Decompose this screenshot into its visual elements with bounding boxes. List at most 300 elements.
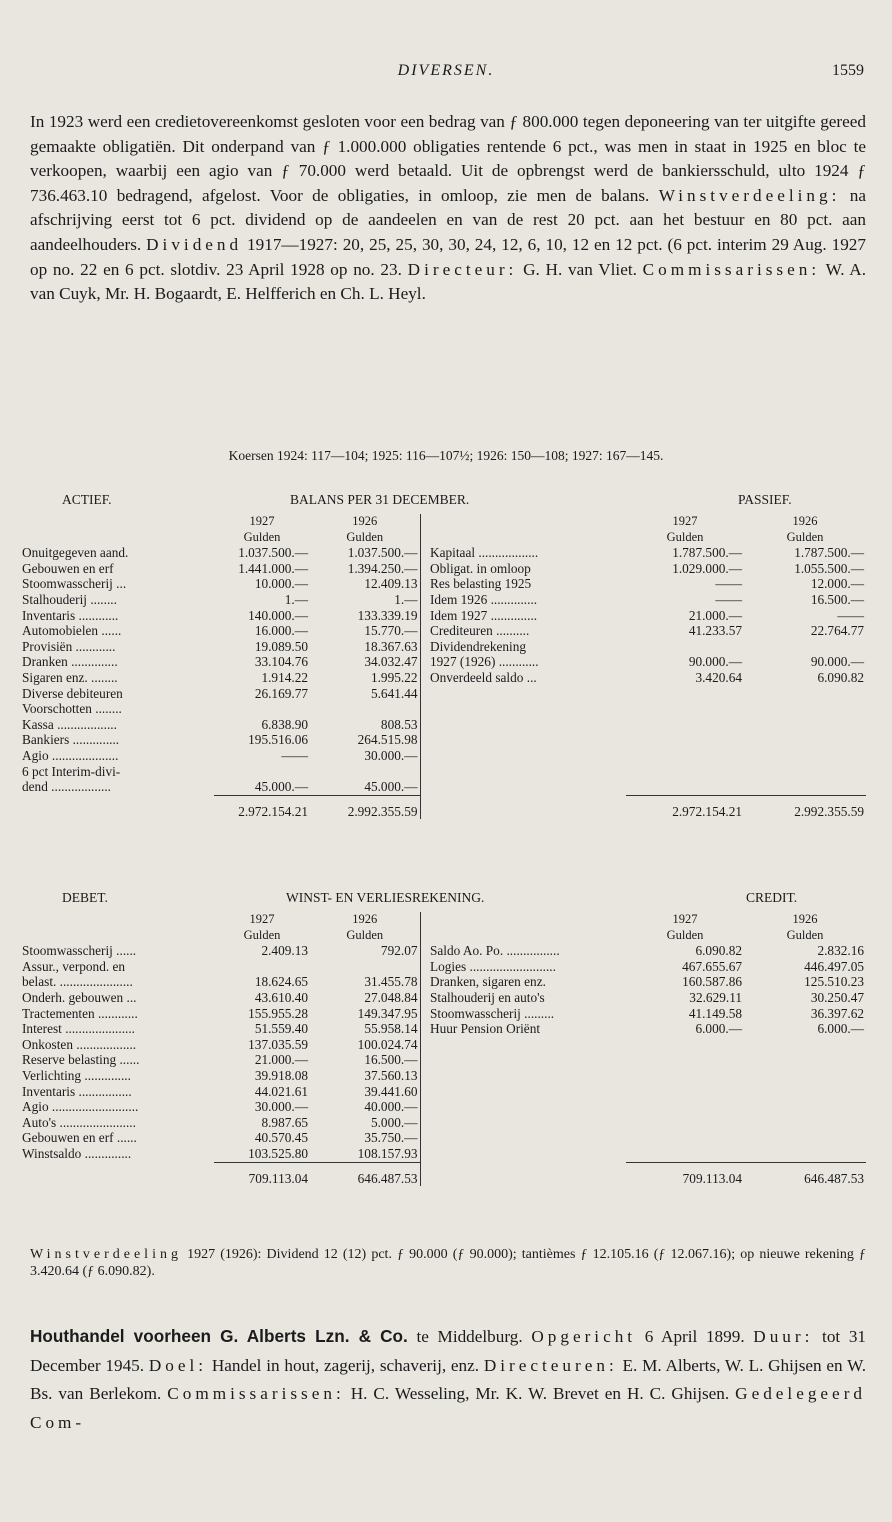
- winst-title: WINST- EN VERLIESREKENING.: [286, 890, 485, 905]
- empty-cell: [626, 732, 744, 748]
- row-label: Diverse debiteuren: [22, 685, 123, 701]
- company-commissarissen-text: H. C. Wesseling, Mr. K. W. Brevet en H. C. Ghijsen.: [350, 1384, 730, 1404]
- empty-cell: [744, 732, 866, 748]
- running-title: DIVERSEN.: [397, 62, 495, 79]
- empty-cell: [744, 1130, 866, 1146]
- empty-cell: [626, 1068, 744, 1084]
- column-divider: [420, 748, 428, 764]
- column-divider: [420, 576, 428, 592]
- empty-cell: [428, 686, 626, 702]
- row-label: Bankiers ..............: [22, 732, 120, 748]
- row-label: Voorschotten ........: [22, 701, 122, 717]
- value-cell: 264.515.98: [357, 732, 418, 748]
- value-cell: 51.559.40: [254, 1021, 308, 1037]
- total-cell: 2.972.154.21: [626, 795, 744, 819]
- value-cell: 55.958.14: [364, 1021, 418, 1037]
- empty-cell: [626, 717, 744, 733]
- year-cell: 1926: [352, 514, 378, 528]
- value-cell: 125.510.23: [804, 974, 864, 990]
- empty-cell: [626, 1146, 744, 1162]
- empty-cell: [744, 1099, 866, 1115]
- spacer-cell: [20, 795, 214, 819]
- winst-heading: [0, 890, 892, 910]
- doel-text: Handel in hout, zagerij, schaverij, enz.: [211, 1355, 480, 1375]
- opgericht-label: Opgericht: [531, 1327, 637, 1346]
- empty-cell: [626, 779, 744, 795]
- gedelegeerd-label: Gedelegeerd Com-: [30, 1384, 867, 1432]
- spacer-cell: [428, 912, 626, 928]
- column-divider: [420, 639, 428, 655]
- value-cell: 1.—: [394, 591, 418, 607]
- value-cell: 6.090.82: [695, 943, 742, 959]
- row-label: Kassa ..................: [22, 716, 117, 732]
- empty-cell: [428, 779, 626, 795]
- total-cell: 646.487.53: [310, 1162, 420, 1186]
- value-cell: 1.995.22: [370, 669, 418, 685]
- empty-cell: [626, 748, 744, 764]
- empty-cell: [744, 779, 866, 795]
- unit-cell: Gulden: [243, 529, 281, 544]
- year-cell: 1927: [672, 514, 698, 528]
- empty-cell: [428, 701, 626, 717]
- empty-cell: [626, 1052, 744, 1068]
- table-row: [20, 990, 866, 1006]
- empty-cell: [744, 1037, 866, 1053]
- column-divider: [420, 779, 428, 795]
- empty-cell: [744, 1068, 866, 1084]
- table-row: [20, 592, 866, 608]
- spacer-cell: [428, 795, 626, 819]
- column-divider: [420, 654, 428, 670]
- table-row: [20, 1068, 866, 1084]
- value-cell: 15.770.—: [364, 623, 418, 639]
- year-cell: 1927: [249, 514, 275, 528]
- empty-cell: [626, 686, 744, 702]
- table-row: [20, 1115, 866, 1131]
- row-label: Obligat. in omloop: [430, 560, 531, 576]
- value-cell: 103.525.80: [248, 1145, 308, 1161]
- value-cell: 3.420.64: [695, 669, 742, 685]
- table-row: [20, 779, 866, 795]
- table-row: [20, 561, 866, 577]
- company-commissarissen-label: Commissarissen:: [167, 1384, 345, 1404]
- balans-heading: [0, 492, 892, 512]
- table-row: [20, 686, 866, 702]
- spacer-cell: [20, 1162, 214, 1186]
- directeur-text: G. H. van Vliet.: [523, 259, 637, 279]
- row-label: Reserve belasting ......: [22, 1052, 140, 1068]
- spacer-cell: [20, 530, 214, 546]
- spacer-cell: [20, 912, 214, 928]
- empty-cell: [744, 764, 866, 780]
- value-cell: 5.000.—: [370, 1114, 418, 1130]
- value-cell: 155.955.28: [248, 1005, 308, 1021]
- row-label: Agio ....................: [22, 747, 119, 763]
- duur-text: tot 31 December 1945.: [30, 1327, 867, 1375]
- table-row: [20, 959, 866, 975]
- column-divider: [420, 717, 428, 733]
- balans-title: BALANS PER 31 DECEMBER.: [290, 492, 470, 507]
- column-divider: [420, 1162, 428, 1186]
- column-divider: [420, 1130, 428, 1146]
- empty-cell: [744, 717, 866, 733]
- footnote-label: Winstverdeeling: [30, 1247, 182, 1262]
- empty-cell: [626, 1037, 744, 1053]
- table-row: [20, 623, 866, 639]
- empty-cell: [744, 701, 866, 717]
- row-label: Automobielen ......: [22, 623, 122, 639]
- row-label: Inventaris ................: [22, 1083, 132, 1099]
- value-cell: 12.000.—: [810, 576, 864, 592]
- value-cell: 90.000.—: [688, 654, 742, 670]
- value-cell: 160.587.86: [682, 974, 742, 990]
- column-divider: [420, 1006, 428, 1022]
- value-cell: 8.987.65: [261, 1114, 308, 1130]
- column-divider: [420, 732, 428, 748]
- row-label: Crediteuren ..........: [430, 623, 530, 639]
- empty-cell: [428, 1130, 626, 1146]
- row-label: dend ..................: [22, 779, 112, 795]
- empty-cell: [428, 717, 626, 733]
- directeuren-label: Directeuren:: [483, 1355, 618, 1375]
- value-cell: ——: [715, 591, 742, 607]
- table-row: [20, 748, 866, 764]
- value-cell: 39.918.08: [254, 1067, 308, 1083]
- value-cell: 30.250.47: [810, 989, 864, 1005]
- column-divider: [420, 686, 428, 702]
- empty-cell: [428, 1052, 626, 1068]
- value-cell: 1.914.22: [261, 669, 308, 685]
- value-cell: [744, 639, 866, 655]
- total-cell: 646.487.53: [744, 1162, 866, 1186]
- row-label: Onkosten ..................: [22, 1036, 137, 1052]
- value-cell: 18.624.65: [254, 974, 308, 990]
- value-cell: 140.000.—: [248, 607, 308, 623]
- duur-label: Duur:: [753, 1327, 814, 1346]
- actief-heading: ACTIEF.: [62, 492, 112, 507]
- value-cell: 133.339.19: [357, 607, 418, 623]
- row-label: Onderh. gebouwen ...: [22, 989, 137, 1005]
- total-cell: 2.992.355.59: [744, 795, 866, 819]
- row-label: Stalhouderij en auto's: [430, 989, 545, 1005]
- value-cell: 19.089.50: [254, 638, 308, 654]
- winst-table: [20, 912, 866, 1186]
- value-cell: 10.000.—: [254, 576, 308, 592]
- total-cell: 2.972.154.21: [214, 795, 310, 819]
- table-row: [20, 1006, 866, 1022]
- value-cell: 16.000.—: [254, 623, 308, 639]
- value-cell: [310, 764, 420, 780]
- page-number: 1559: [832, 62, 864, 79]
- balans-table: [20, 514, 866, 819]
- row-label: Stoomwasscherij ......: [22, 943, 137, 959]
- value-cell: 2.409.13: [261, 943, 308, 959]
- value-cell: 33.104.76: [254, 654, 308, 670]
- table-row: [20, 717, 866, 733]
- winstverdeeling-text: na afschrijving eerst tot 6 pct. dividend op de aandeelen en van de rest 20 pct. aan het bestuur en 80 pct. aan aandeelhouders.: [30, 185, 867, 254]
- value-cell: ——: [715, 576, 742, 592]
- value-cell: 45.000.—: [364, 779, 418, 795]
- empty-cell: [428, 1084, 626, 1100]
- value-cell: 149.347.95: [357, 1005, 418, 1021]
- empty-cell: [428, 748, 626, 764]
- empty-cell: [744, 1052, 866, 1068]
- value-cell: 2.832.16: [817, 943, 864, 959]
- row-label: Stalhouderij ........: [22, 591, 117, 607]
- value-cell: [626, 639, 744, 655]
- spacer-cell: [428, 1162, 626, 1186]
- value-cell: 100.024.74: [357, 1036, 418, 1052]
- company-entry: [30, 1322, 866, 1437]
- company-place: te Middelburg.: [416, 1327, 523, 1346]
- spacer-cell: [428, 530, 626, 546]
- column-divider: [420, 514, 428, 530]
- value-cell: 90.000.—: [810, 654, 864, 670]
- unit-cell: Gulden: [666, 529, 704, 544]
- row-label: belast. ......................: [22, 974, 133, 990]
- total-cell: 709.113.04: [214, 1162, 310, 1186]
- column-divider: [420, 701, 428, 717]
- table-row: [20, 974, 866, 990]
- empty-cell: [626, 1099, 744, 1115]
- value-cell: 1.441.000.—: [238, 560, 308, 576]
- table-row: [20, 1146, 866, 1162]
- unit-cell: Gulden: [243, 927, 281, 942]
- column-divider: [420, 990, 428, 1006]
- value-cell: [310, 701, 420, 717]
- value-cell: 37.560.13: [364, 1067, 418, 1083]
- empty-cell: [744, 1115, 866, 1131]
- spacer-cell: [428, 928, 626, 944]
- value-cell: 446.497.05: [804, 958, 864, 974]
- doel-label: Doel:: [148, 1355, 208, 1375]
- empty-cell: [428, 732, 626, 748]
- intro-text: In 1923 werd een credietovereenkomst gesloten voor een bedrag van ƒ 800.000 tegen deponeering van ter uitgifte gereed gemaakte obligatiën. Dit onderpand van ƒ 1.000.000 obligaties rentende 6 pct., was men in staat in 1925 en bloc te verkoopen, waarbij een agio van ƒ 70.000 werd betaald. Uit de opbrengst werd de bankiersschuld, ulto 1924 ƒ 736.463.10 bedragend, afgelost. Voor de obligaties, in omloop, zie men de balans.: [30, 112, 866, 205]
- value-cell: 1.787.500.—: [672, 545, 742, 561]
- row-label: Dranken ..............: [22, 654, 118, 670]
- value-cell: 792.07: [380, 943, 418, 959]
- empty-cell: [428, 1115, 626, 1131]
- row-label: Inventaris ............: [22, 607, 119, 623]
- row-label: 1927 (1926) ............: [430, 654, 539, 670]
- column-divider: [420, 943, 428, 959]
- table-row: [20, 576, 866, 592]
- value-cell: 1.037.500.—: [238, 545, 308, 561]
- winstverdeeling-footnote: [30, 1246, 866, 1280]
- year-cell: 1927: [672, 912, 698, 926]
- value-cell: 35.750.—: [364, 1130, 418, 1146]
- value-cell: 31.455.78: [364, 974, 418, 990]
- empty-cell: [428, 1068, 626, 1084]
- row-label: Kapitaal ..................: [430, 545, 539, 561]
- table-row: [20, 654, 866, 670]
- row-label: Agio ..........................: [22, 1099, 139, 1115]
- value-cell: 36.397.62: [810, 1005, 864, 1021]
- year-cell: 1926: [792, 912, 818, 926]
- value-cell: [214, 701, 310, 717]
- row-label: Logies ..........................: [430, 958, 556, 974]
- value-cell: 6.000.—: [817, 1021, 864, 1037]
- debet-heading: DEBET.: [62, 890, 108, 905]
- empty-cell: [626, 1084, 744, 1100]
- table-row: [20, 1099, 866, 1115]
- value-cell: 808.53: [380, 716, 418, 732]
- directeuren-text: E. M. Alberts, W. L. Ghijsen en W. Bs. van Berlekom.: [30, 1355, 867, 1404]
- value-cell: 40.570.45: [254, 1130, 308, 1146]
- winstverdeeling-label: Winstverdeeling:: [658, 185, 841, 205]
- value-cell: ——: [281, 747, 308, 763]
- value-cell: 1.394.250.—: [347, 560, 418, 576]
- value-cell: 108.157.93: [357, 1145, 418, 1161]
- row-label: Stoomwasscherij ...: [22, 576, 127, 592]
- value-cell: 30.000.—: [364, 747, 418, 763]
- value-cell: 22.764.77: [810, 623, 864, 639]
- directeur-label: Directeur:: [407, 259, 518, 279]
- column-divider: [420, 530, 428, 546]
- intro-paragraph: [30, 110, 866, 307]
- value-cell: 18.367.63: [364, 638, 418, 654]
- unit-header-row: [20, 530, 866, 546]
- empty-cell: [744, 1146, 866, 1162]
- column-divider: [420, 912, 428, 928]
- spacer-cell: [20, 514, 214, 530]
- totals-row: [20, 1162, 866, 1186]
- unit-cell: Gulden: [346, 927, 384, 942]
- spacer-cell: [428, 514, 626, 530]
- table-row: [20, 670, 866, 686]
- value-cell: 1.029.000.—: [672, 560, 742, 576]
- passief-heading: PASSIEF.: [738, 492, 792, 507]
- empty-cell: [428, 764, 626, 780]
- table-row: [20, 764, 866, 780]
- value-cell: 16.500.—: [364, 1052, 418, 1068]
- column-divider: [420, 1068, 428, 1084]
- column-divider: [420, 592, 428, 608]
- dividend-text: 1917—1927: 20, 25, 25, 30, 30, 24, 12, 6, 10, 12 en 12 pct. (6 pct. interim 29 Aug. 1927 op no. 22 en 6 pct. slotdiv. 23 April 1928 op no. 23.: [30, 234, 866, 279]
- row-label: 6 pct Interim-divi-: [22, 763, 121, 779]
- row-label: Onuitgegeven aand.: [22, 545, 129, 561]
- year-cell: 1927: [249, 912, 275, 926]
- spacer-cell: [20, 928, 214, 944]
- commissarissen-label: Commissarissen:: [642, 259, 821, 279]
- column-divider: [420, 1037, 428, 1053]
- value-cell: 39.441.60: [364, 1083, 418, 1099]
- row-label: Stoomwasscherij .........: [430, 1005, 555, 1021]
- unit-cell: Gulden: [666, 927, 704, 942]
- row-label: Auto's .......................: [22, 1114, 136, 1130]
- value-cell: 16.500.—: [810, 591, 864, 607]
- row-label: Tractementen ............: [22, 1005, 138, 1021]
- column-divider: [420, 928, 428, 944]
- row-label: Onverdeeld saldo ...: [430, 669, 537, 685]
- empty-cell: [428, 1037, 626, 1053]
- column-divider: [420, 974, 428, 990]
- value-cell: [310, 959, 420, 975]
- totals-row: [20, 795, 866, 819]
- row-label: Verlichting ..............: [22, 1067, 131, 1083]
- row-label: Provisiën ............: [22, 638, 116, 654]
- column-divider: [420, 1115, 428, 1131]
- year-header-row: [20, 514, 866, 530]
- empty-cell: [626, 1130, 744, 1146]
- column-divider: [420, 608, 428, 624]
- row-label: Res belasting 1925: [430, 576, 532, 592]
- row-label: Sigaren enz. ........: [22, 669, 118, 685]
- koersen-line: Koersen 1924: 117—104; 1925: 116—107½; 1926: 150—108; 1927: 167—145.: [228, 448, 664, 463]
- column-divider: [420, 959, 428, 975]
- empty-cell: [428, 1146, 626, 1162]
- unit-header-row: [20, 928, 866, 944]
- value-cell: 27.048.84: [364, 989, 418, 1005]
- empty-cell: [626, 701, 744, 717]
- value-cell: 467.655.67: [682, 958, 742, 974]
- row-label: Winstsaldo ..............: [22, 1145, 132, 1161]
- value-cell: 40.000.—: [364, 1099, 418, 1115]
- value-cell: 12.409.13: [364, 576, 418, 592]
- value-cell: 195.516.06: [248, 732, 308, 748]
- unit-cell: Gulden: [786, 529, 824, 544]
- commissarissen-text: W. A. van Cuyk, Mr. H. Bogaardt, E. Helfferich en Ch. L. Heyl.: [30, 259, 867, 304]
- column-divider: [420, 1146, 428, 1162]
- value-cell: 6.090.82: [817, 669, 864, 685]
- row-label: Idem 1926 ..............: [430, 591, 538, 607]
- row-label: Huur Pension Oriënt: [430, 1021, 541, 1037]
- value-cell: 44.021.61: [254, 1083, 308, 1099]
- value-cell: 1.787.500.—: [794, 545, 864, 561]
- value-cell: 1.037.500.—: [347, 545, 418, 561]
- value-cell: 34.032.47: [364, 654, 418, 670]
- table-row: [20, 943, 866, 959]
- empty-cell: [626, 764, 744, 780]
- table-row: [20, 1037, 866, 1053]
- value-cell: 137.035.59: [248, 1036, 308, 1052]
- value-cell: 21.000.—: [254, 1052, 308, 1068]
- row-label: Saldo Ao. Po. ................: [430, 943, 560, 959]
- value-cell: 32.629.11: [689, 989, 742, 1005]
- value-cell: 6.000.—: [695, 1021, 742, 1037]
- year-cell: 1926: [352, 912, 378, 926]
- column-divider: [420, 795, 428, 819]
- value-cell: [214, 764, 310, 780]
- unit-cell: Gulden: [346, 529, 384, 544]
- table-row: [20, 545, 866, 561]
- unit-cell: Gulden: [786, 927, 824, 942]
- page-header: [0, 62, 892, 86]
- value-cell: [214, 959, 310, 975]
- value-cell: 41.149.58: [688, 1005, 742, 1021]
- empty-cell: [744, 686, 866, 702]
- table-row: [20, 1021, 866, 1037]
- footnote-text: 1927 (1926): Dividend 12 (12) pct. ƒ 90.000 (ƒ 90.000); tantièmes ƒ 12.105.16 (ƒ 12.067.16); op nieuwe rekening ƒ 3.420.64 (ƒ 6.090.82).: [30, 1247, 866, 1279]
- column-divider: [420, 764, 428, 780]
- table-row: [20, 1130, 866, 1146]
- table-row: [20, 1052, 866, 1068]
- column-divider: [420, 1099, 428, 1115]
- empty-cell: [744, 1084, 866, 1100]
- value-cell: 6.838.90: [261, 716, 308, 732]
- row-label: Dividendrekening: [430, 638, 527, 654]
- value-cell: 43.610.40: [254, 989, 308, 1005]
- dividend-label: Dividend: [146, 234, 243, 254]
- column-divider: [420, 1021, 428, 1037]
- value-cell: ——: [837, 607, 864, 623]
- row-label: Gebouwen en erf ......: [22, 1130, 137, 1146]
- row-label: Idem 1927 ..............: [430, 607, 538, 623]
- value-cell: 45.000.—: [254, 779, 308, 795]
- value-cell: 26.169.77: [254, 685, 308, 701]
- empty-cell: [428, 1099, 626, 1115]
- value-cell: 5.641.44: [370, 685, 418, 701]
